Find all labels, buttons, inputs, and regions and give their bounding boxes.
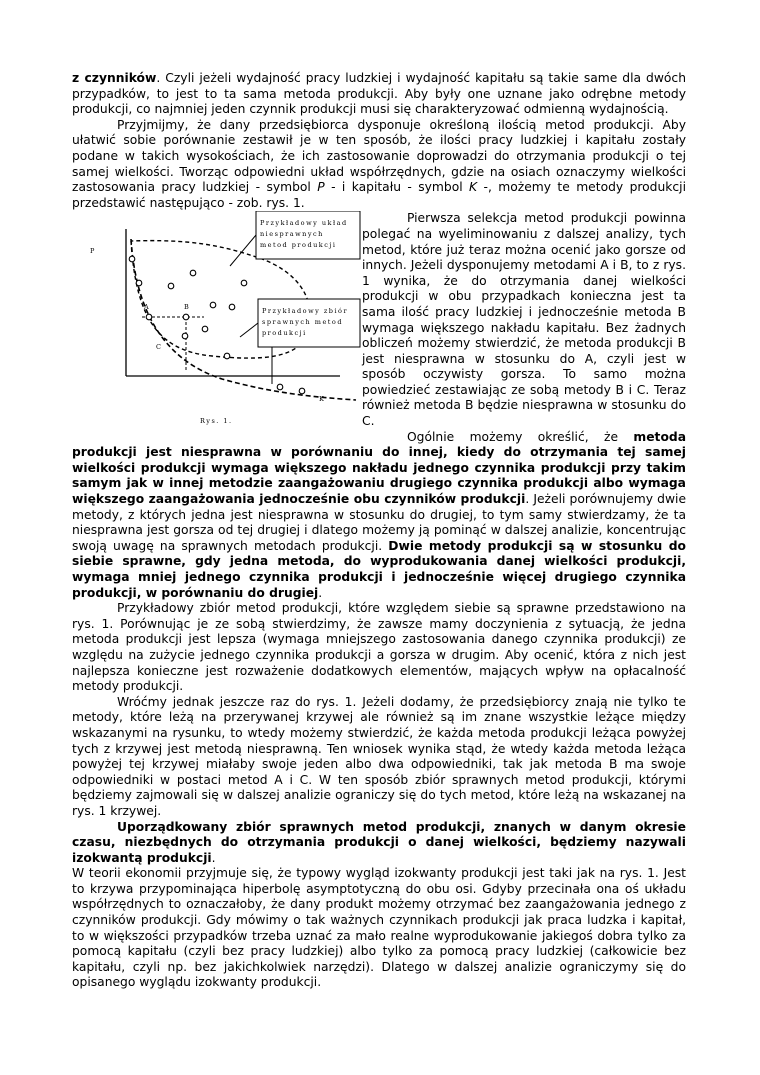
point [168, 284, 174, 290]
point [136, 281, 142, 287]
paragraph-5: Przykładowy zbiór metod produkcji, które względem siebie są sprawne przedstawiono na rys. 1. Porównując je ze sobą stwierdzimy, że zawsze mamy doczynienia z sytuacją, że jedna metoda produkcji jest lepsza (wymaga mniejszego zastosowania danego czynnika produkcji) ze względu na zużycie jednego czynnika produkcji a gorsza w drugim. Aby ocenić, która z nich jest najlepsza konieczne jest rozważenie dodatkowych elementów, mających wpływ na opłacalność metody produkcji. [72, 601, 686, 694]
paragraph-3: Pierwsza selekcja metod produkcji powinna polegać na wyeliminowaniu z dalszej analizy, tych metod, które już teraz można ocenić jako gorsze od innych. Jeżeli dysponujemy metodami A i B, to z rys. 1 wynika, że do otrzymania danej wielkości produkcji w obu przypadkach konieczna jest ta sama ilość pracy ludzkiej i jednocześnie metoda B wymaga większego nakładu kapitału. Bez żadnych obliczeń możemy stwierdzić, że metoda produkcji B jest niesprawna w stosunku do A, czyli jest w sposób oczywisty gorsza. To samo można powiedzieć zestawiając ze sobą metody B i C. Teraz również metoda B będzie niesprawna w stosunku do C. [362, 211, 686, 429]
point-b [183, 315, 189, 321]
paragraph-7: Uporządkowany zbiór sprawnych metod produkcji, znanych w danym okresie czasu, niezbędnych do otrzymania produkcji o danej wielkości, będziemy nazywali izokwantą produkcji. [72, 819, 686, 865]
point [241, 281, 247, 287]
point-c-label: C [156, 343, 163, 352]
figure-isoquant [72, 211, 362, 444]
point [202, 327, 208, 333]
isoquant-diagram [72, 211, 362, 444]
document-page [72, 71, 686, 991]
callout-pointer-bottom-1 [240, 323, 258, 337]
point [229, 305, 235, 311]
point-c [182, 334, 188, 340]
paragraph-2: Przyjmijmy, że dany przedsiębiorca dysponuje określoną ilością metod produkcji. Aby ułatwić sobie porównanie zestawił je w ten sposób, że ilości pracy ludzkiej i kapitału zostały podane w takich wysokościach, że ich zastosowanie doprowadzi do otrzymania produkcji o tej samej wielkości. Tworząc odpowiedni układ współrzędnych, gdzie na osiach oznaczymy wielkości zastosowania pracy ludzkiej - symbol P - i kapitału - symbol K -, możemy te metody produkcji przedstawić następująco - zob. rys. 1. [72, 117, 686, 210]
point [129, 257, 135, 263]
paragraph-4: Ogólnie możemy określić, że metoda produkcji jest niesprawna w porównaniu do innej, kiedy do otrzymania tej samej wielkości produkcji wymaga większego nakładu jednego czynnika produkcji przy takim samym jak w innej metodzie zaangażowaniu drugiego czynnika produkcji albo wymaga większego zaangażowania jednocześnie obu czynników produkcji. Jeżeli porównujemy dwie metody, z których jedna jest niesprawna w stosunku do drugiej, to tym samy stwierdzamy, że ta niesprawna jest gorsza od tej drugiej i dlatego możemy ją pominąć w dalszej analizie, koncentrując swoją uwagę na sprawnych metodach produkcji. Dwie metody produkcji są w stosunku do siebie sprawne, gdy jedna metoda, do wyprodukowania danej wielkości produkcji, wymaga mniej jednego czynnika produkcji i jednocześnie więcej drugiego czynnika produkcji, w porównaniu do drugiej. [72, 429, 687, 600]
callout-bottom-line-1: Przykładowy zbiór [262, 307, 349, 316]
callout-top-line-1: Przykładowy układ [260, 219, 348, 228]
bold-phrase: z czynników [72, 71, 157, 85]
callout-bottom-line-3: produkcji [262, 329, 307, 338]
x-axis-label: K [319, 395, 326, 404]
callout-bottom-line-2: sprawnych metod [262, 318, 343, 327]
figure-caption: Rys. 1. [200, 417, 233, 426]
point [210, 303, 216, 309]
point-b-label: B [184, 303, 191, 312]
point [299, 389, 305, 395]
point [277, 385, 283, 391]
point [224, 354, 230, 360]
callout-top-line-3: metod produkcji [260, 241, 337, 250]
paragraph-1: z czynników. Czyli jeżeli wydajność pracy ludzkiej i wydajność kapitału są takie same dla dwóch przypadków, to jest to ta sama metoda produkcji. Aby były one uznane jako odrębne metody produkcji, co najmniej jeden czynnik produkcji musi się charakteryzować odmienną wydajnością. [72, 71, 686, 117]
point-a-label: A [144, 303, 151, 312]
callout-top-line-2: niesprawnych [260, 230, 324, 239]
point [190, 271, 196, 277]
point-a [146, 315, 152, 321]
paragraph-6: Wróćmy jednak jeszcze raz do rys. 1. Jeżeli dodamy, że przedsiębiorcy znają nie tylko te metody, które leżą na przerywanej krzywej ale również są im znane wszystkie leżące między wskazanymi na rysunku, to wtedy możemy stwierdzić, że każda metoda produkcji leżąca powyżej tych z krzywej jest metodą niesprawną. Ten wniosek wynika stąd, że wtedy każda metoda leżąca powyżej tej krzywej miałaby swoje jeden albo dwa odpowiedniki, tak jak metoda B ma swoje odpowiedniki w postaci metod A i C. W ten sposób zbiór sprawnych metod produkcji, którymi będziemy zajmowali się w dalszej analizie ograniczy się do tych metod, które leżą na wskazanej na rys. 1 krzywej. [72, 694, 686, 818]
y-axis-label: P [90, 247, 96, 256]
paragraph-8: W teorii ekonomii przyjmuje się, że typowy wygląd izokwanty produkcji jest taki jak na rys. 1. Jest to krzywa przypominająca hiperbolę asymptotyczną do obu osi. Gdyby przecinała ona oś układu współrzędnych to oznaczałoby, że dany produkt możemy otrzymać bez zaangażowania jednego z czynników produkcji. Gdy mówimy o tak ważnych czynnikach produkcji jak praca ludzka i kapitał, to w większości przypadków trzeba uznać za mało realne wyprodukowanie jakiegoś dobra tylko za pomocą kapitału (czyli bez pracy ludzkiej) albo tylko za pomocą pracy ludzkiej (całkowicie bez kapitału, czyli np. bez jakichkolwiek narzędzi). Dlatego w dalszej analizie ograniczymy się do opisanego wyglądu izokwanty produkcji. [72, 866, 686, 990]
